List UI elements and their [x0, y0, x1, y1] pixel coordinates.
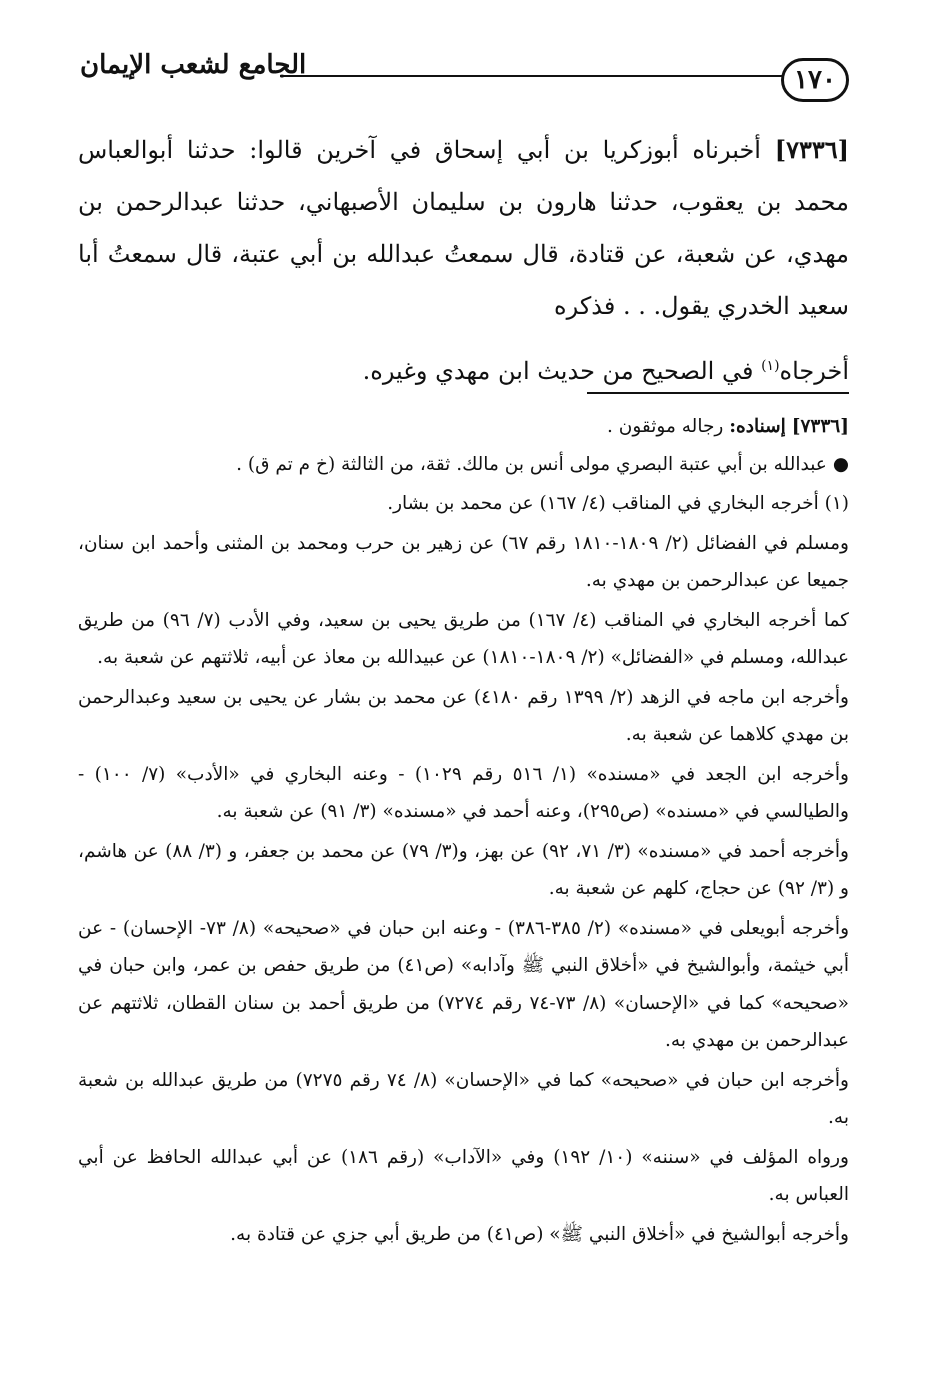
isnad-label: إسناده:: [729, 416, 786, 437]
footnote-paragraph: (١) أخرجه البخاري في المناقب (٤/ ١٦٧) عن محمد بن بشار.: [387, 493, 849, 514]
footnote-paragraph: وأخرجه أبوالشيخ في «أخلاق النبي ﷺ» (ص٤١) من طريق أبي جزي عن قتادة به.: [230, 1223, 849, 1245]
footnote-ref[interactable]: (١): [761, 358, 780, 374]
main-text: [78, 124, 849, 397]
page-header: [80, 46, 849, 106]
footnotes-section: [78, 408, 849, 1253]
footnote-rule: [587, 392, 849, 394]
bullet-icon: ●: [832, 453, 849, 475]
narrator-note: [78, 446, 849, 484]
footnote-paragraph: وأخرجه أحمد في «مسنده» (٣/ ٧١، ٩٢) عن بهز، و(٣/ ٧٩) عن محمد بن جعفر، و (٣/ ٨٨) عن هاشم، و (٣/ ٩٢) عن حجاج، كلهم عن شعبة به.: [78, 840, 849, 899]
isnad-note: [78, 408, 849, 446]
footnote-paragraph: كما أخرجه البخاري في المناقب (٤/ ١٦٧) من طريق يحيى بن سعيد، وفي الأدب (٧/ ٩٦) من طريق عبدالله، ومسلم في «الفضائل» (٢/ ١٨٠٩-١٨١٠) عن عبيدالله بن معاذ عن أبيه، ثلاثتهم عن شعبة به.: [78, 609, 849, 668]
hadith-number: [٧٣٣٦]: [774, 135, 849, 164]
footnote-paragraph: وأخرجه ابن ماجه في الزهد (٢/ ١٣٩٩ رقم ٤١٨٠) عن محمد بن بشار عن يحيى بن سعيد وعبدالرحمن بن مهدي كلاهما عن شعبة به.: [78, 686, 849, 745]
isnad-text: رجاله موثقون .: [607, 416, 730, 437]
narrator-text: عبدالله بن أبي عتبة البصري مولى أنس بن مالك. ثقة، من الثالثة (خ م تم ق) .: [236, 453, 827, 475]
book-title: الجامع لشعب الإيمان: [80, 50, 307, 80]
hadith-paragraph: [78, 124, 849, 332]
footnote-paragraph: ورواه المؤلف في «سننه» (١٠/ ١٩٢) وفي «الآداب» (رقم ١٨٦) عن أبي عبدالله الحافظ عن أبي العباس به.: [78, 1146, 849, 1205]
footnote-paragraph: وأخرجه ابن الجعد في «مسنده» (١/ ٥١٦ رقم ١٠٢٩) - وعنه البخاري في «الأدب» (٧/ ١٠٠) - والطيالسي في «مسنده» (ص٢٩٥)، وعنه أحمد في «مسنده» (٣/ ٩١) عن شعبة به.: [78, 763, 849, 822]
footnote-paragraph: وأخرجه أبويعلى في «مسنده» (٢/ ٣٨٥-٣٨٦) - وعنه ابن حبان في «صحيحه» (٨/ ٧٣- الإحسان) - عن أبي خيثمة، وأبوالشيخ في «أخلاق النبي ﷺ وآدابه» (ص٤١) من طريق حفص بن عمر، وابن حبان في «صحيحه» كما في «الإحسان» (٨/ ٧٣-٧٤ رقم ٧٢٧٤) من طريق أحمد بن سنان القطان، ثلاثتهم عن عبدالرحمن بن مهدي به.: [78, 917, 849, 1051]
header-rule: [280, 75, 783, 77]
footnote-paragraph: ومسلم في الفضائل (٢/ ١٨٠٩-١٨١٠ رقم ٦٧) عن زهير بن حرب ومحمد بن المثنى وأحمد ابن سنان، جميعا عن عبدالرحمن بن مهدي به.: [78, 532, 849, 591]
isnad-number: [٧٣٣٦]: [791, 416, 849, 437]
footnote-paragraph: وأخرجه ابن حبان في «صحيحه» كما في «الإحسان» (٨/ ٧٤ رقم ٧٢٧٥) من طريق عبدالله بن شعبة به.: [78, 1069, 849, 1128]
page-number: ١٧٠: [781, 58, 849, 102]
hadith-text: أخبرناه أبوزكريا بن أبي إسحاق في آخرين قالوا: حدثنا أبوالعباس محمد بن يعقوب، حدثنا هارون بن سليمان الأصبهاني، حدثنا عبدالرحمن بن مهدي، عن شعبة، عن قتادة، قال سمعتُ عبدالله بن أبي عتبة، قال سمعتُ أبا سعيد الخدري يقول. . . فذكره: [78, 136, 849, 320]
takhrij-line: [78, 340, 849, 397]
takhrij-after: في الصحيح من حديث ابن مهدي وغيره.: [362, 357, 762, 385]
takhrij-before: أخرجاه: [779, 357, 849, 385]
